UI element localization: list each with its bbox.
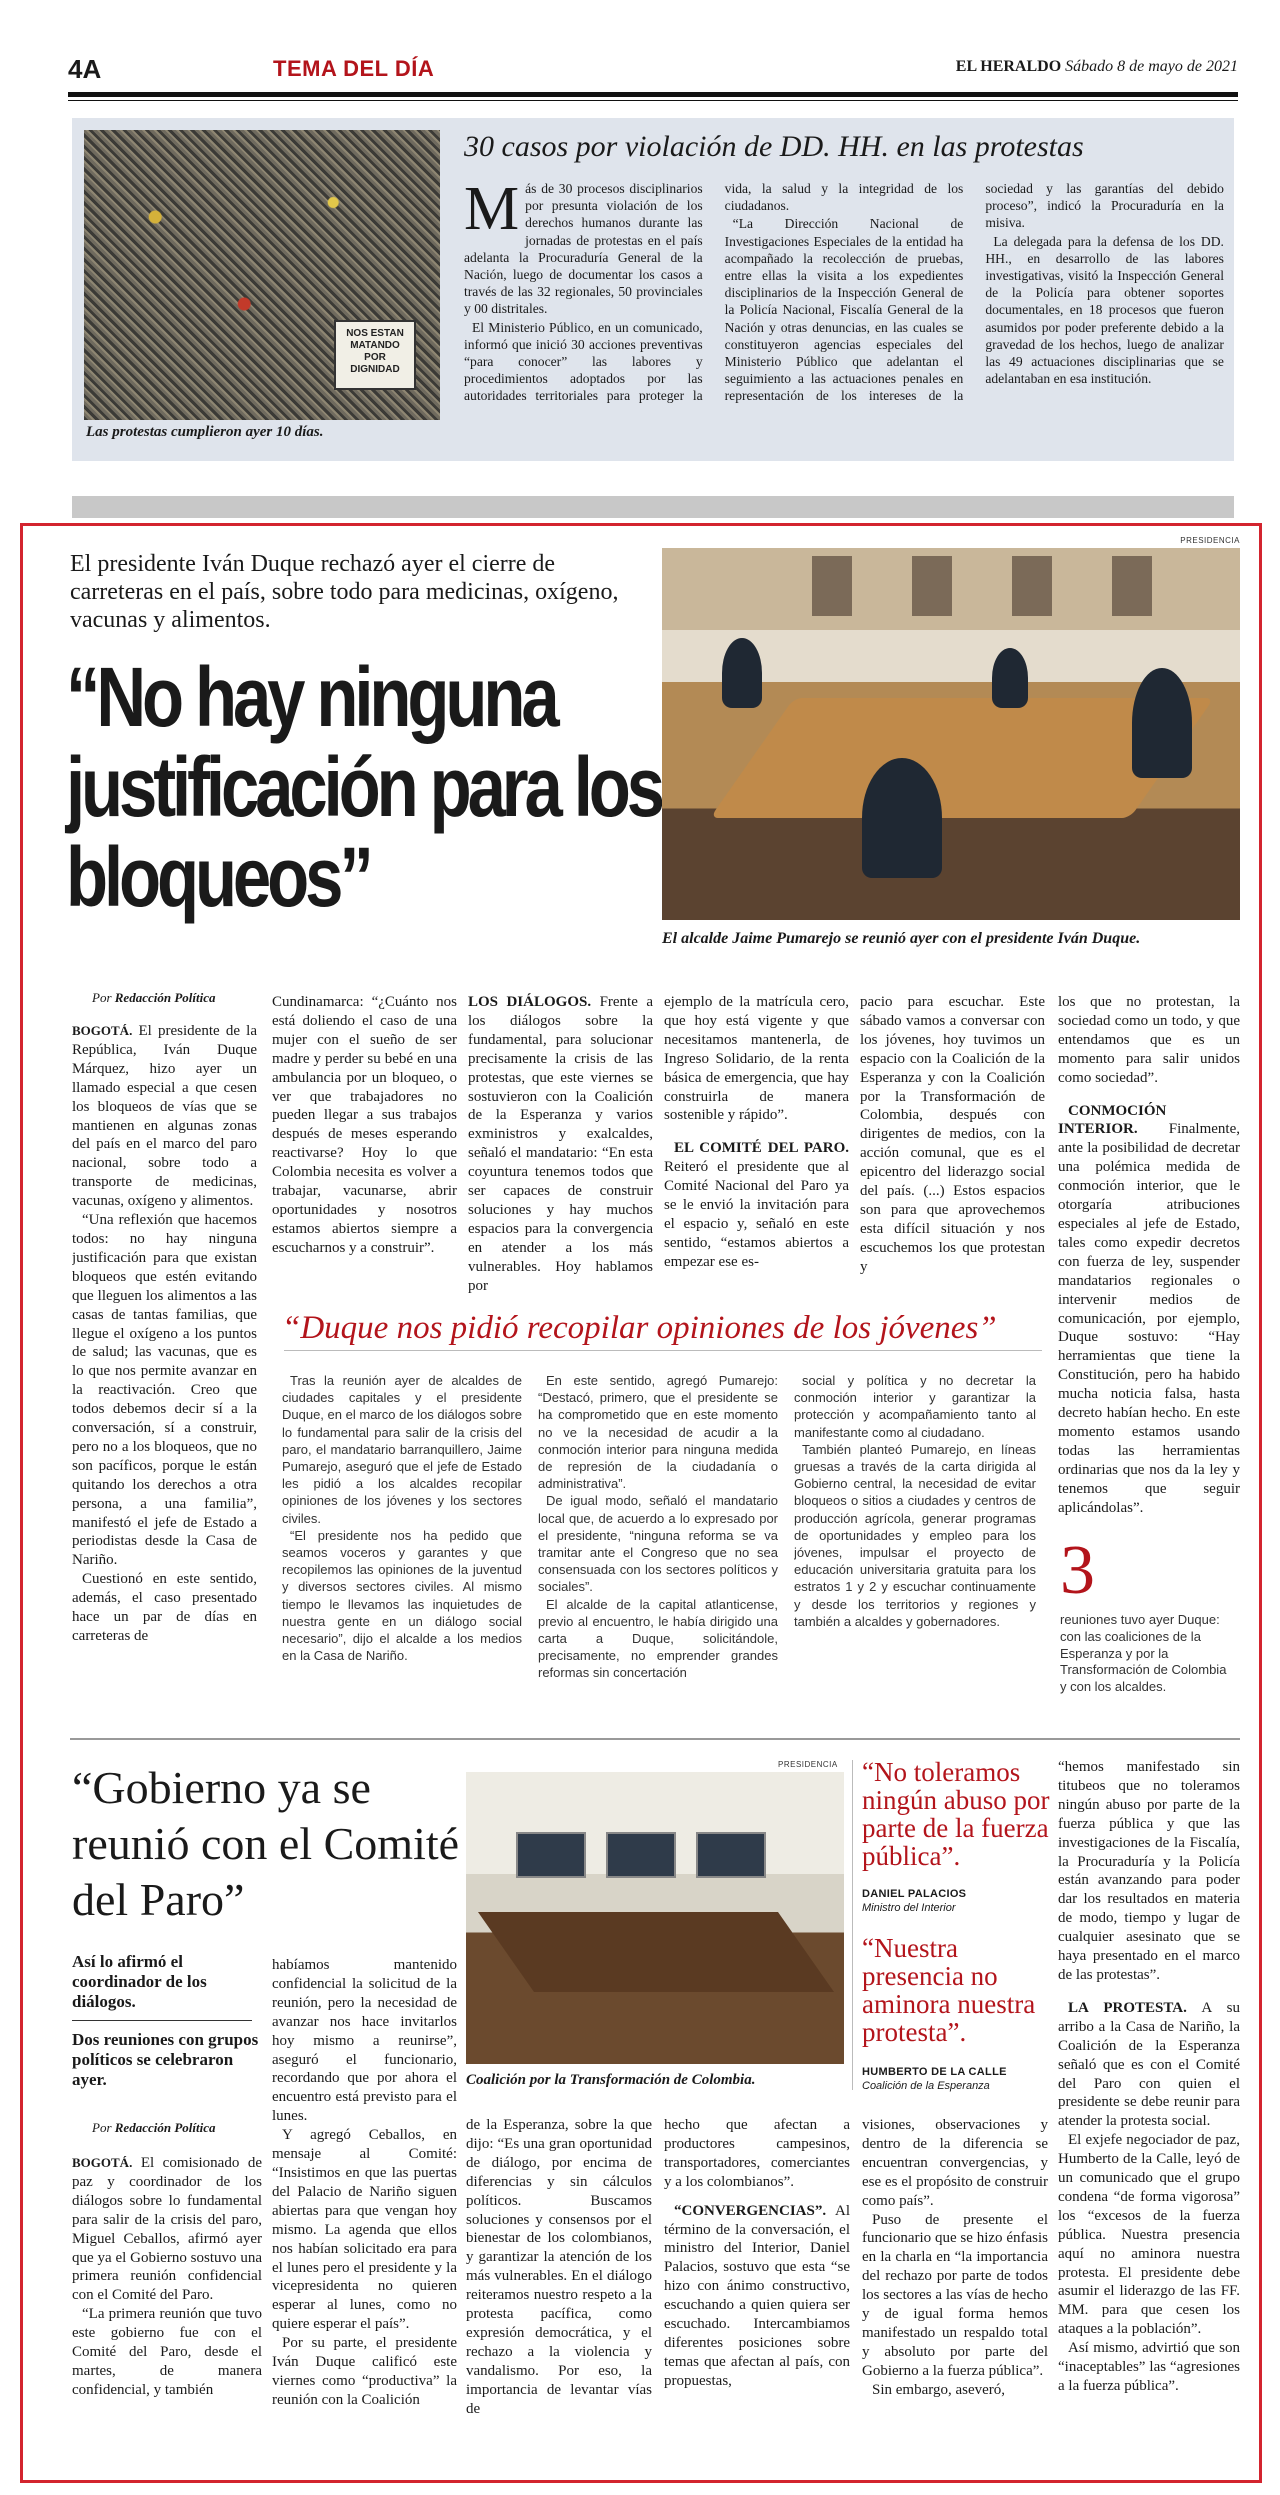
screen-decor (696, 1832, 766, 1878)
paragraph: Así mismo, advirtió que son “inaceptables” las “agresiones a la fuerza pública”. (1058, 2340, 1240, 2394)
column-3 (468, 993, 653, 1293)
paragraph (468, 993, 653, 1293)
column-a (72, 2154, 262, 2474)
window-decor (1012, 556, 1052, 616)
paragraph: Cuestionó en este sentido, además, el caso presentado hace un par de días en carreteras de (72, 1571, 257, 1644)
subsection-lead: LOS DIÁLOGOS. (468, 994, 592, 1010)
paragraph (464, 180, 703, 318)
quote-1-name: DANIEL PALACIOS (862, 1888, 967, 1900)
pull-quote-2: “Nuestra presencia no aminora nuestra protesta”. (862, 1933, 1036, 2047)
paragraph: pacio para escuchar. Este sábado vamos a conversar con los jóvenes, hoy tuvimos un espacio con la Coalición de la Esperanza y con la Coalición por la Transformación de Colombia, después con dirigentes de medios, con la acción comunal, que es el epicentro del liderazgo social del país. (...) Estos espacios son para que aprovechemos esta difícil situación y nos escuchemos los que protestan y (860, 994, 1045, 1275)
section-separator (70, 1738, 1240, 1740)
paragraph-text: El presidente de la República, Iván Duque Márquez, hizo ayer un llamado especial a que cesen los bloqueos de vías que se mantienen en algunas zonas del país en el marco del paro nacional, sobre todo a transporte de medicinas, vacunas, oxígeno y alimentos. (72, 1023, 257, 1210)
paragraph: “Una reflexión que hacemos todos: no hay ninguna justificación para que existan bloqueos que estén evitando que lleguen los alimentos a las casas de tantas familias, que llegue el oxígeno a los puntos de salud; las vacunas, que es lo que nos permite avanzar en la reactivación. Creo que todos debemos decir sí a la conversación, sí a construir, pero no a los bloqueos, que no son pacíficos, porque le están quitando los derechos a otra persona, a una familia”, manifestó el jefe de Estado a periodistas desde la Casa de Nariño. (72, 1212, 257, 1569)
column-2 (272, 993, 457, 1293)
page-number: 4A (68, 54, 102, 84)
column-1 (72, 1022, 257, 1722)
quote-2-role: Coalición de la Esperanza (862, 2080, 990, 2092)
section-title: TEMA DEL DÍA (273, 56, 435, 81)
paragraph (664, 1139, 849, 1271)
paragraph: habíamos mantenido confidencial la solicitud de la reunión, pero la necesidad de avanzar nos hace invitarlos hoy mismo a reunirse”, aseguró el funcionario, recordando que por ahora el encuentro está previsto para el lunes. (272, 1957, 457, 2125)
paragraph (1058, 1999, 1240, 2131)
subsection-lead: EL COMITÉ DEL PARO. (674, 1140, 849, 1157)
column-5 (860, 993, 1045, 1293)
main-kicker: El presidente Iván Duque rechazó ayer el cierre de carreteras en el país, sobre todo para medicinas, oxígeno, vacunas y alimentos. (70, 551, 619, 633)
screen-decor (516, 1832, 586, 1878)
byline-prefix: Por (92, 990, 112, 1005)
column-b (272, 1956, 457, 2476)
paragraph: El alcalde de la capital atlanticense, previo al encuentro, le había dirigido una carta a Duque, solicitándole, precisamente, no emprender grandes reformas sin concertación (538, 1596, 778, 1681)
meeting-photo (662, 548, 1240, 920)
quote-2-name: HUMBERTO DE LA CALLE (862, 2066, 1007, 2078)
main-headline: “No hay ninguna justificación para los bloqueos” (66, 650, 661, 924)
photo-caption: Coalición por la Transformación de Colombia. (466, 2072, 756, 2088)
paragraph: ejemplo de la matrícula cero, que hoy está vigente y que necesitamos mantenerla, de Ingreso Solidario, de la renta básica de emergencia, que hay construirla de manera sostenible y rápido”. (664, 994, 849, 1124)
paper-date (956, 58, 1238, 76)
coalition-photo (466, 1772, 844, 2064)
paragraph: visiones, observaciones y dentro de la diferencia se encuentran convergencias, y ese es el propósito de construir como país”. (862, 2117, 1048, 2209)
photo-credit: PRESIDENCIA (1180, 536, 1240, 545)
photo-caption: El alcalde Jaime Pumarejo se reunió ayer con el presidente Iván Duque. (662, 930, 1141, 947)
paragraph (72, 1022, 257, 1211)
paragraph: El exjefe negociador de paz, Humberto de la Calle, leyó de un comunicado que el grupo condena “de forma vigorosa” los “excesos de la fuerza pública. Nuestra presencia aquí no aminora nuestra protesta. El presidente debe asumir el liderazgo de las FF. MM. para que cesen los ataques a la población”. (1058, 2132, 1240, 2338)
divider-bar (72, 496, 1234, 518)
byline-author: Redacción Política (114, 2120, 216, 2135)
window-decor (1112, 556, 1152, 616)
paper-name: EL HERALDO (955, 58, 1062, 75)
conference-table (478, 1912, 834, 1992)
paragraph: Tras la reunión ayer de alcaldes de ciudades capitales y el presidente Duque, en el marco de los diálogos sobre lo fundamental para salir de la crisis del paro, el mandatario barranquillero, Jaime Pumarejo, aseguró que el jefe de Estado les pidió a los alcaldes recopilar opiniones de los jóvenes y los sectores civiles. (282, 1373, 522, 1526)
byline (92, 990, 215, 1006)
paragraph: Puso de presente el funcionario que se hizo énfasis en la charla en “la importancia del rechazo por parte de todos los sectores a las vías de hecho y de igual forma hemos manifestado un respaldo total y absoluto por parte del Gobierno a la fuerza pública”. (862, 2211, 1048, 2379)
paragraph-text: Finalmente, ante la posibilidad de decretar una polémica medida de conmoción interior, que le otorgaría atribuciones especiales al jefe de Estado, tales como expedir decretos con fuerza de ley, suspender mandatarios regionales o intervenir medios de comunicación, por ejemplo, Duque sostuvo: “Hay herramientas que tiene la Constitución, pero ha habido mucha noticia falsa, hasta decreto habían hecho. En este momento estamos usando todas las herramientas ordinarias que nos da la ley y tenemos que seguir aplicándolas”. (1058, 1121, 1240, 1516)
second-headline: “Gobierno ya se reunió con el Comité del Paro” (72, 1762, 460, 1925)
column-c (466, 2116, 652, 2476)
window-decor (812, 556, 852, 616)
paragraph: También planteó Pumarejo, en líneas gruesas a través de la carta dirigida al Gobierno central, la necesidad de evitar bloqueos o sitios a ciudades y centros de producción agrícola, generar programas de oportunidades y empleo para los jóvenes, impulsar el proyecto de educación universitaria gratuita para los estratos 1 y 2 y escuchar continuamente y desde los territorios y regiones y también a alcaldes y gobernadores. (794, 1441, 1036, 1629)
paragraph: De igual modo, señaló el mandatario local que, de acuerdo a lo expresado por el presidente, “ninguna reforma se va tramitar ante el Congreso que no sea consensuada con los sectores políticos y sociales”. (538, 1493, 778, 1595)
issue-date: Sábado 8 de mayo de 2021 (1065, 58, 1238, 75)
column-rule (852, 1760, 853, 2090)
subsection-lead: LA PROTESTA. (1068, 1999, 1187, 2016)
drop-cap: M (464, 180, 520, 243)
paragraph: los que no protestan, la sociedad como un todo, y que entendamos que es un momento para salir unidos como sociedad”. (1058, 994, 1240, 1086)
byline-author: Redacción Política (114, 990, 216, 1005)
paragraph-text: Reiteró el presidente que al Comité Nacional del Paro ya se le envió la invitación para el espacio y, señaló en este sentido, “estamos abiertos a empezar ese es- (664, 1159, 849, 1270)
sidebar-rule (284, 1350, 1042, 1351)
dateline: BOGOTÁ. (72, 2155, 133, 2170)
screen-decor (606, 1832, 676, 1878)
stat-text: reuniones tuvo ayer Duque: con las coaliciones de la Esperanza y por la Transformación de Colombia y con los alcaldes. (1060, 1612, 1227, 1695)
top-body (464, 180, 1224, 452)
paragraph: de la Esperanza, sobre la que dijo: “Es una gran oportunidad de diálogo, por encima de diferencias y sin cálculos políticos. Buscamos soluciones y consensos por el bienestar de los colombianos, y garantizar la atención de los más vulnerables. En el diálogo reiteramos nuestro respeto a la protesta pacífica, como expresión democrática, y el rechazo a la violencia y vandalismo. Por eso, la importancia de levantar vías de (466, 2117, 652, 2417)
masthead (68, 50, 1238, 88)
paragraph: social y política y no decretar la conmoción interior y garantizar la protección y acompañamiento tanto al manifestante como al ciudadano. (794, 1373, 1036, 1440)
protest-photo (84, 130, 440, 420)
deck-2: Dos reuniones con grupos políticos se celebraron ayer. (72, 2030, 259, 2089)
deck-rule (72, 2020, 252, 2021)
sidebar-headline: “Duque nos pidió recopilar opiniones de los jóvenes” (282, 1310, 997, 1346)
quote-1-role: Ministro del Interior (862, 1902, 956, 1914)
sidebar-column-3 (794, 1372, 1036, 1727)
pull-quote-1: “No toleramos ningún abuso por parte de la fuerza pública”. (862, 1757, 1050, 1871)
dateline: BOGOTÁ. (72, 1023, 133, 1038)
paragraph: Y agregó Ceballos, en mensaje al Comité: “Insistimos en que las puertas del Palacio de Nariño siguen abiertas para que vengan hoy mismo. La agenda que ellos nos habían solicitado era para el lunes pero el presidente y la vicepresidenta no quieren esperar al lunes, como no quiere esperar el país”. (272, 2127, 457, 2333)
paragraph-text: El comisionado de paz y coordinador de los diálogos sobre lo fundamental para salir de la crisis del paro, Miguel Ceballos, afirmó ayer que ya el Gobierno sostuvo una primera reunión confidencial con el Comité del Paro. (72, 2155, 262, 2304)
column-f (1058, 1758, 1240, 2478)
byline-prefix: Por (92, 2120, 112, 2135)
window-decor (912, 556, 952, 616)
deck-1: Así lo afirmó el coordinador de los diálogos. (72, 1952, 207, 2011)
photo-caption: Las protestas cumplieron ayer 10 días. (86, 424, 324, 440)
column-4 (664, 993, 849, 1293)
paragraph: Sin embargo, aseveró, (872, 2381, 1006, 2398)
paragraph-text: A su arribo a la Casa de Nariño, la Coalición de la Esperanza señaló que es con el Comité del Paro con quien el presidente se debe reunir para atender la protesta social. (1058, 1999, 1240, 2130)
paragraph: Cundinamarca: “¿Cuánto nos está doliendo el caso de una mujer con el sueño de ser madre y perder su bebé en una ambulancia por un bloqueo, o ver que trabajadores no pueden llegar a sus trabajos después de meses esperando reactivarse? Hoy lo que Colombia necesita es volver a trabajar, vacunarse, abrir oportunidades y nosotros estamos abiertos siempre a escucharnos y a construir”. (272, 994, 457, 1256)
person-figure (992, 648, 1028, 708)
paragraph: “El presidente nos ha pedido que seamos voceros y garantes y que recopilemos las opiniones de la juventud y diversos sectores civiles. Al mismo tiempo le llevamos las inquietudes de nuestra gente en un diálogo social necesario”, dijo el alcalde a los medios en la Casa de Nariño. (282, 1527, 522, 1664)
column-e (862, 2116, 1048, 2476)
person-figure (862, 758, 942, 878)
person-figure (722, 638, 762, 708)
top-headline: 30 casos por violación de DD. HH. en las protestas (464, 130, 1084, 163)
paragraph (1058, 1102, 1240, 1518)
column-6 (1058, 993, 1240, 1523)
stat-number: 3 (1060, 1532, 1095, 1609)
masthead-rule (68, 92, 1238, 97)
paragraph: hecho que afectan a productores campesinos, transportadores, comerciantes y a los colombianos”. (664, 2117, 850, 2190)
paragraph-text: ás de 30 procesos disciplinarios por presunta violación de los derechos humanos durante las jornadas de protestas en el país adelanta la Procuraduría General de la Nación, luego de documentar los casos a través de las 32 regionales, 50 provinciales y 00 distritales. (464, 181, 703, 317)
protest-sign: NOS ESTAN MATANDO POR DIGNIDAD (334, 320, 416, 390)
paragraph-text: Al término de la conversación, el ministro del Interior, Daniel Palacios, sostuvo que esta “se hizo con ánimo constructivo, escuchando a quien quiera ser escuchado. Intercambiamos diferentes posiciones sobre temas que afectan al país, con propuestas, (664, 2202, 850, 2389)
person-figure (1132, 668, 1192, 778)
paragraph (664, 2202, 850, 2391)
subsection-lead: “CONVERGENCIAS”. (674, 2202, 827, 2219)
paragraph-text: Frente a los diálogos sobre la fundamental, para solucionar precisamente la crisis de las protestas, que este viernes se sostuvieron con la Coalición de la Esperanza y varios exministros y exalcaldes, señaló el mandatario: “En esta coyuntura tenemos todos que ser capaces de construir soluciones y hay muchos espacios para la convergencia en atender a los más vulnerables. Hoy hablamos por (468, 994, 653, 1293)
sidebar-column-2 (538, 1372, 778, 1727)
paragraph: La delegada para la defensa de los DD. HH., en desarrollo de las labores investigativas, visitó la Inspección General de la Policía para obtener soportes documentales, en 18 procesos que fueron asumidos por poder preferente debido a la gravedad de los hechos, luego de analizar las 49 actuaciones disciplinarias que se adelantaban en esa institución. (985, 233, 1224, 387)
paragraph: “La Dirección Nacional de Investigaciones Especiales de la entidad ha acompañado la recolección de pruebas, entre ellas la visita a los expedientes disciplinarios de la Inspección General de la Policía Nacional, Fiscalía General de la Nación y otras denuncias, en las cuales se constituyeron agencias especiales del Ministerio Público que adelantan el seguimiento a las actuaciones penales en representación de los intereses de la sociedad y las garantías del debido proceso”, indicó la Procuraduría en la misiva. (724, 181, 1224, 404)
top-article (72, 118, 1234, 461)
byline (92, 2120, 215, 2136)
paragraph: “hemos manifestado sin titubeos que no toleramos ningún abuso por parte de la fuerza pública y que las investigaciones de la Fiscalía, la Procuraduría y la Policía están avanzando para poder dar los resultados en materia de modo, tiempo y lugar de cualquier asesinato que se haya presentado en el marco de las protestas”. (1058, 1759, 1240, 1983)
subsection-lead: CONMOCIÓN INTERIOR. (1058, 1102, 1167, 1138)
paragraph (72, 2154, 262, 2305)
column-d (664, 2116, 850, 2476)
photo-credit: PRESIDENCIA (778, 1760, 838, 1769)
paragraph: El Ministerio Público, en un comunicado, informó que inició 30 acciones preventivas “para conocer” las labores y procedimientos adoptados por las autoridades territoriales para proteger la vida, la salud y la integridad de los ciudadanos. (464, 181, 964, 404)
paragraph: En este sentido, agregó Pumarejo: “Destacó, primero, que el presidente se ha comprometido que en este momento no ve la necesidad de acudir a la conmoción interior para ninguna medida de represión de la ciudadanía o administrativa”. (538, 1373, 778, 1492)
paragraph: Por su parte, el presidente Iván Duque calificó este viernes como “productiva” la reunión con la Coalición (272, 2335, 457, 2408)
paragraph: “La primera reunión que tuvo este gobierno fue con el Comité del Paro, desde el martes, de manera confidencial, y también (72, 2306, 262, 2398)
masthead-rule-thin (68, 100, 1238, 101)
sidebar-column-1 (282, 1372, 522, 1727)
